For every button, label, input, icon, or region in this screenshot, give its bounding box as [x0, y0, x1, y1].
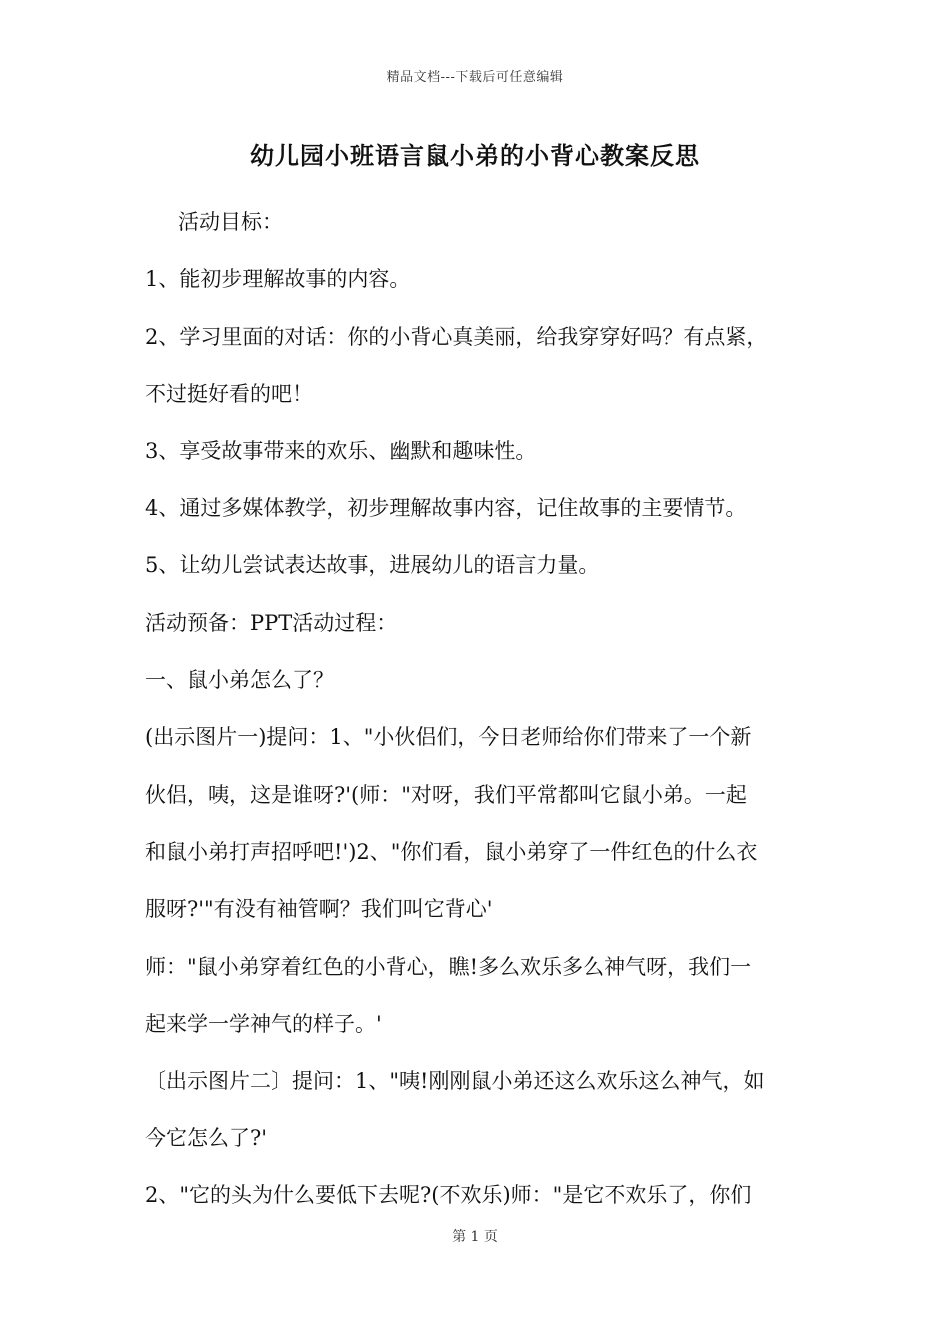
- paragraph-line: 不过挺好看的吧！: [145, 382, 313, 406]
- paragraph-line: 2、"它的头为什么要低下去呢?(不欢乐)师："是它不欢乐了，你们: [145, 1183, 752, 1207]
- paragraph-line: 1、能初步理解故事的内容。: [145, 267, 411, 291]
- paragraph-line: 起来学一学神气的样子。': [145, 1012, 382, 1036]
- paragraph-line: 4、通过多媒体教学，初步理解故事内容，记住故事的主要情节。: [145, 496, 747, 520]
- paragraph-line: 〔出示图片二〕提问：1、"咦!刚刚鼠小弟还这么欢乐这么神气，如: [145, 1069, 765, 1093]
- paragraph-line: 活动预备：PPT活动过程：: [145, 611, 398, 635]
- document-title: 幼儿园小班语言鼠小弟的小背心教案反思: [250, 141, 700, 170]
- paragraph-line: 3、享受故事带来的欢乐、幽默和趣味性。: [145, 439, 537, 463]
- paragraph-line: 今它怎么了?': [145, 1126, 268, 1150]
- section-heading-objectives: 活动目标：: [178, 210, 283, 234]
- paragraph-line: 2、学习里面的对话：你的小背心真美丽，给我穿穿好吗？有点紧，: [145, 325, 768, 349]
- page-number: 第 1 页: [452, 1229, 498, 1245]
- paragraph-line: 师："鼠小弟穿着红色的小背心，瞧!多么欢乐多么神气呀，我们一: [145, 955, 752, 979]
- paragraph-line: 5、让幼儿尝试表达故事，进展幼儿的语言力量。: [145, 553, 600, 577]
- paragraph-line: 服呀?'"有没有袖管啊？我们叫它背心': [145, 897, 493, 921]
- paragraph-line: 伙侣，咦，这是谁呀?'(师："对呀，我们平常都叫它鼠小弟。一起: [145, 783, 747, 807]
- paragraph-line: 一、鼠小弟怎么了？: [145, 668, 334, 692]
- paragraph-line: (出示图片一)提问：1、"小伙侣们，今日老师给你们带来了一个新: [145, 725, 752, 749]
- paragraph-line: 和鼠小弟打声招呼吧!')2、"你们看，鼠小弟穿了一件红色的什么衣: [145, 840, 758, 864]
- page-header: 精品文档---下载后可任意编辑: [386, 70, 564, 85]
